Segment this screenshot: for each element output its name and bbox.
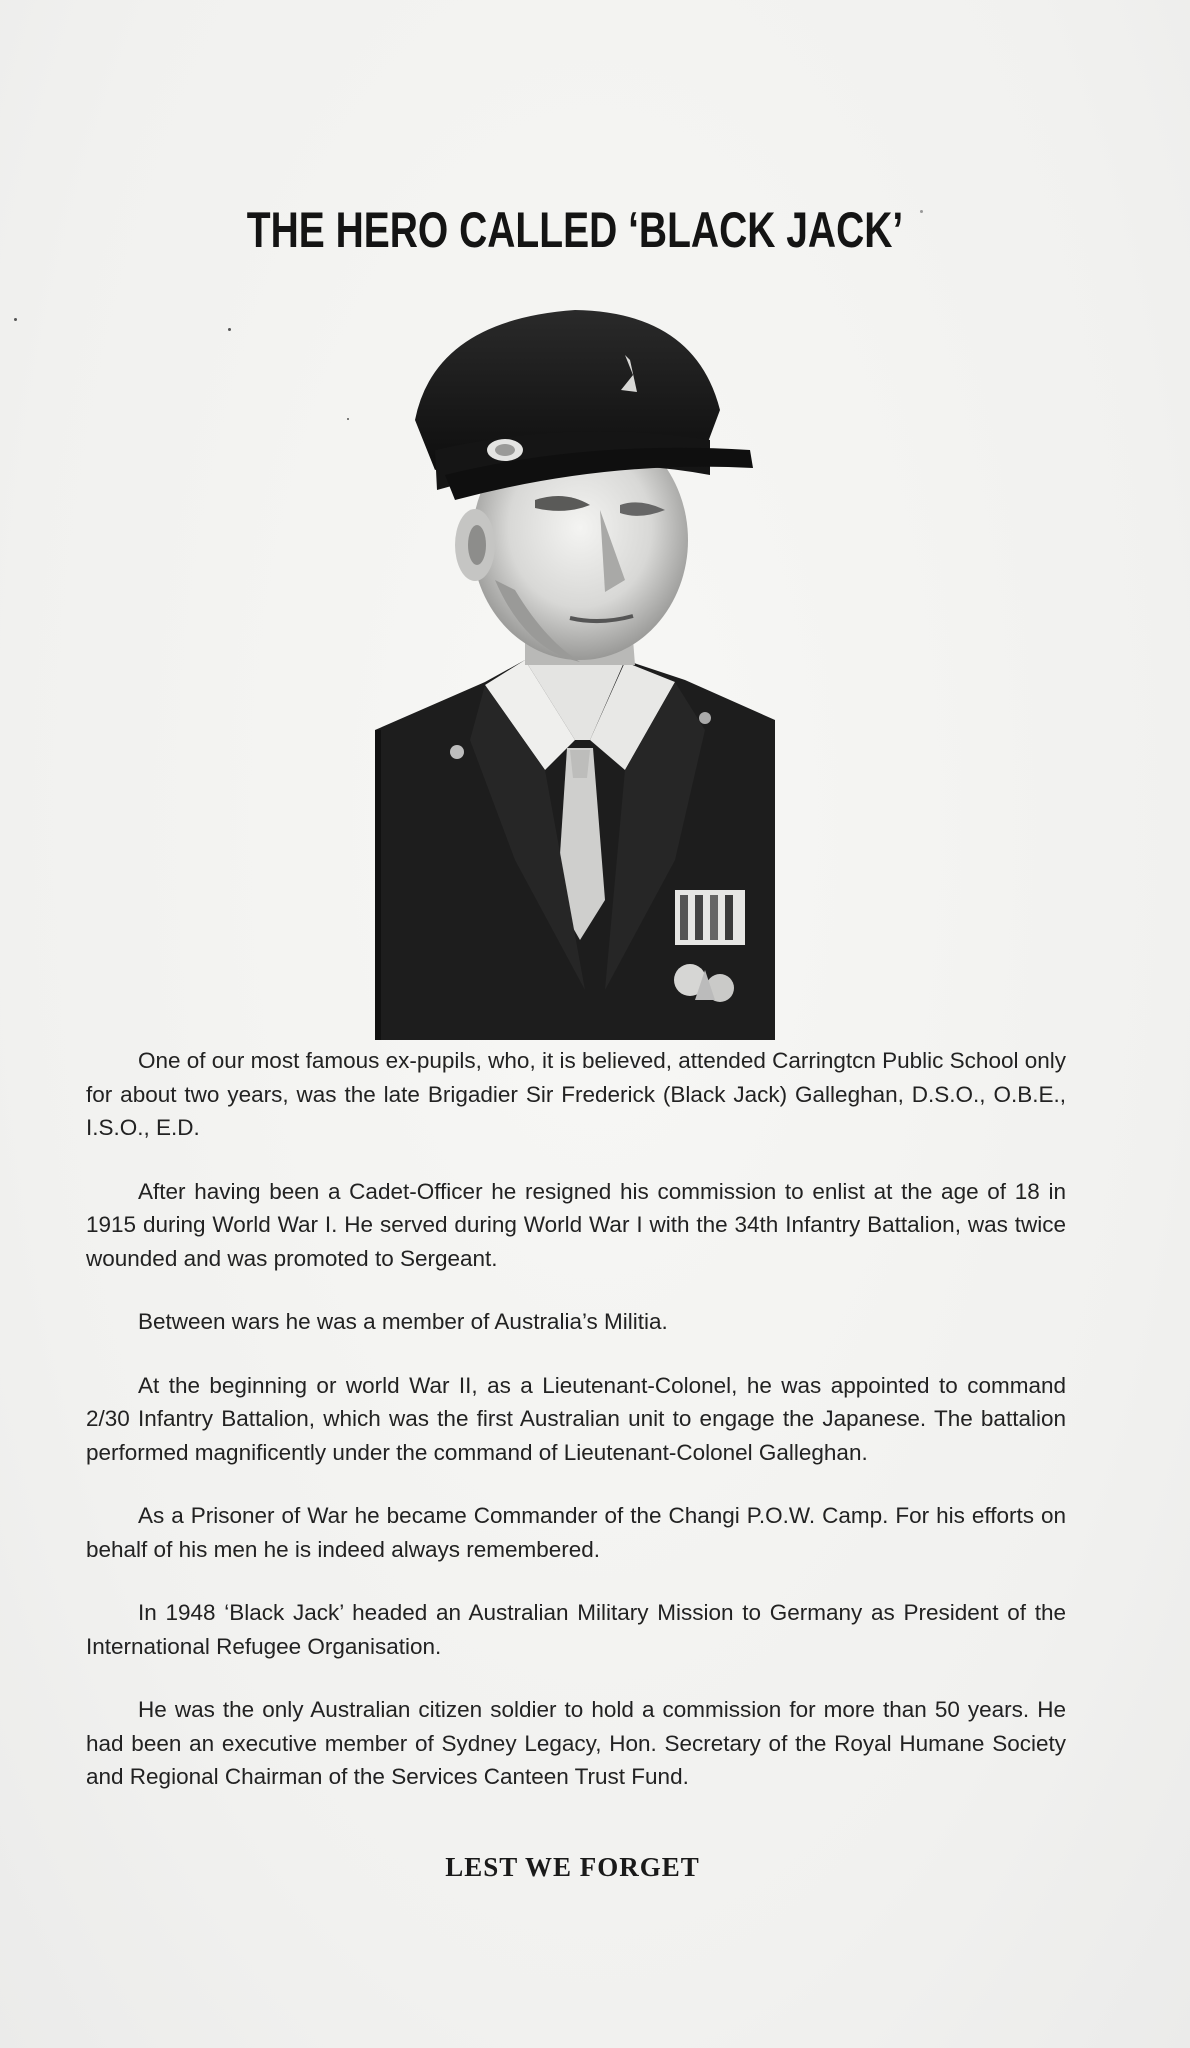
dust-speck bbox=[14, 318, 17, 321]
paragraph-legacy: He was the only Australian citizen soldier to hold a commission for more than 50 years. He had been an executive member of Sydney Legacy, Hon. Secretary of the Royal Humane Society and Regional Chairman of the Services Canteen Trust Fund. bbox=[86, 1697, 1066, 1789]
paragraph-pow: As a Prisoner of War he became Commander of the Changi P.O.W. Camp. For his efforts on behalf of his men he is indeed always remembered. bbox=[86, 1503, 1066, 1562]
paragraph-intro: One of our most famous ex-pupils, who, it is believed, attended Carringtcn Public School only for about two years, was the late Brigadier Sir Frederick (Black Jack) Galleghan, D.S.O., O.B.E., I.S.O., E.D. bbox=[86, 1048, 1066, 1140]
paragraph-mission: In 1948 ‘Black Jack’ headed an Australian Military Mission to Germany as President of the International Refugee Organisation. bbox=[86, 1600, 1066, 1659]
paragraph-enlistment: After having been a Cadet-Officer he resigned his commission to enlist at the age of 18 in 1915 during World War I. He served during World War I with the 34th Infantry Battalion, was twice wounded and was promoted to Sergeant. bbox=[86, 1178, 1066, 1271]
dust-speck bbox=[228, 328, 231, 331]
portrait-image bbox=[375, 300, 775, 1040]
paragraph-ww2: At the beginning or world War II, as a Lieutenant-Colonel, he was appointed to command 2/30 Infantry Battalion, which was the first Australian unit to engage the Japanese. The battalion performed magnificently under the command of Lieutenant-Colonel Galleghan. bbox=[86, 1372, 1066, 1465]
article-body bbox=[86, 1044, 1066, 1824]
dust-speck bbox=[920, 210, 923, 213]
closing-line: LEST WE FORGET bbox=[445, 1852, 700, 1882]
dust-speck bbox=[347, 418, 349, 420]
portrait-photo bbox=[375, 300, 775, 1040]
page-title: THE HERO CALLED ‘BLACK JACK’ bbox=[246, 202, 904, 258]
paragraph-militia: Between wars he was a member of Australia’s Militia. bbox=[138, 1309, 668, 1334]
